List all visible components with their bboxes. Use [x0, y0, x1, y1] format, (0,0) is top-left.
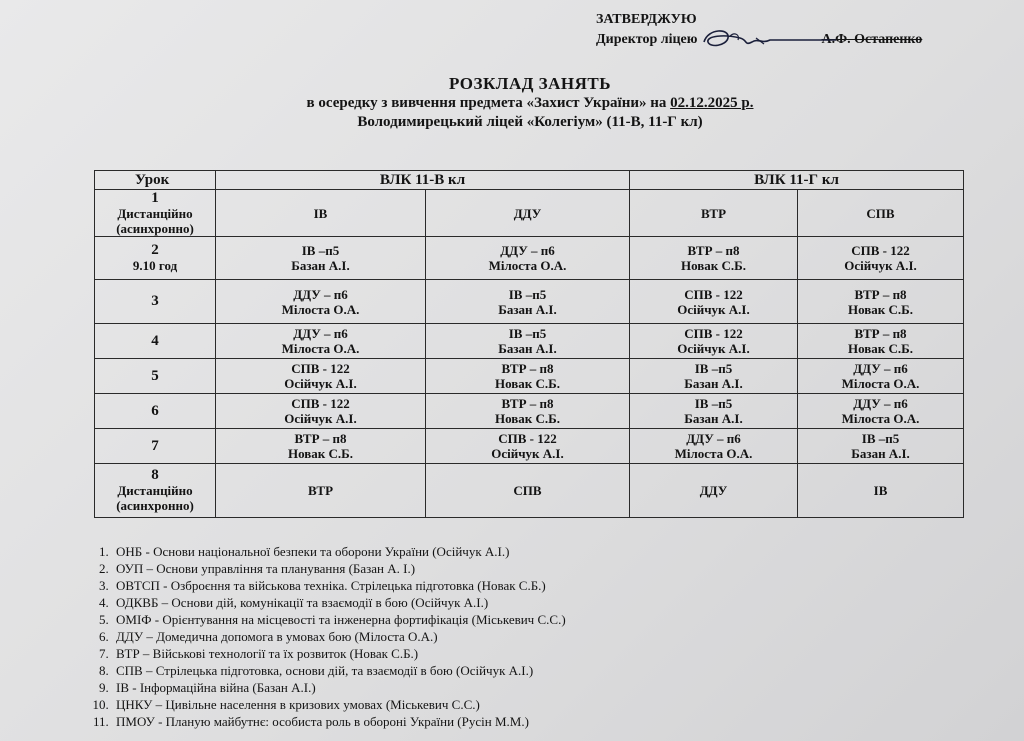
lesson-cell	[95, 324, 216, 359]
legend-abbr: СПВ	[116, 663, 143, 678]
legend-abbr: ОМІФ	[116, 612, 152, 627]
legend-item	[112, 662, 566, 679]
schedule-cell	[426, 359, 630, 394]
table-row	[95, 394, 964, 429]
legend-text: – Основи дій, комунікації та взаємодії в бою (Осійчук А.І.)	[158, 595, 489, 610]
teacher-name: Базан А.І.	[684, 411, 743, 426]
teacher-name: Базан А.І.	[684, 376, 743, 391]
schedule-cell	[798, 190, 964, 237]
subject-room: ДДУ – п6	[293, 286, 348, 302]
subject-room: ВТР – п8	[501, 361, 554, 376]
subject-room: ІВ	[873, 483, 888, 498]
approval-label: ЗАТВЕРДЖУЮ	[596, 12, 697, 27]
approval-position: Директор ліцею	[596, 32, 698, 47]
teacher-name: Мілоста О.А.	[281, 301, 360, 317]
legend-text: – Домедична допомога в умовах бою (Мілоста О.А.)	[143, 629, 438, 644]
group-b-header: ВЛК 11-Г кл	[630, 171, 964, 190]
subject-room: ВТР	[307, 483, 334, 498]
schedule-cell	[216, 464, 426, 518]
subject-room: ДДУ	[699, 483, 728, 498]
teacher-name: Новак С.Б.	[494, 411, 561, 426]
group-a-header: ВЛК 11-В кл	[216, 171, 630, 190]
schedule-cell	[630, 359, 798, 394]
subject-room: ВТР – п8	[687, 243, 740, 258]
schedule-cell	[798, 429, 964, 464]
lesson-cell	[95, 429, 216, 464]
schedule-cell	[426, 394, 630, 429]
teacher-name: Мілоста О.А.	[674, 446, 753, 461]
subject-room: ВТР	[700, 205, 727, 221]
subject-room: СПВ - 122	[684, 326, 743, 341]
legend-text: - Планую майбутнє: особиста роль в обороні України (Русін М.М.)	[154, 714, 529, 729]
teacher-name: Базан А.І.	[498, 341, 557, 356]
subject-room: ІВ –п5	[861, 431, 900, 446]
legend-abbr: ОВТСП	[116, 578, 160, 593]
legend-item	[112, 543, 566, 560]
legend-text: – Основи управління та планування (Базан А. І.)	[143, 561, 416, 576]
lesson-number: 8	[151, 467, 159, 483]
doc-title: РОЗКЛАД ЗАНЯТЬ	[448, 74, 612, 93]
subject-room: СПВ - 122	[291, 396, 350, 411]
schedule-date: 02.12.2025 р.	[670, 95, 754, 111]
subject-room: СПВ	[513, 483, 542, 498]
schedule-cell	[216, 190, 426, 237]
schedule-cell	[426, 464, 630, 518]
schedule-table	[94, 170, 964, 518]
teacher-name: Осійчук А.І.	[284, 411, 357, 426]
subtitle-text: в осередку з вивчення предмета «Захист України» на	[306, 95, 671, 111]
legend-abbr: ОУП	[116, 561, 144, 576]
schedule-cell	[426, 429, 630, 464]
schedule-body	[95, 190, 964, 518]
schedule-cell	[426, 237, 630, 280]
teacher-name: Мілоста О.А.	[841, 376, 920, 391]
teacher-name: Новак С.Б.	[287, 446, 354, 461]
abbreviation-legend	[86, 543, 566, 730]
teacher-name: Новак С.Б.	[494, 376, 561, 391]
schedule-cell	[426, 280, 630, 324]
subject-room: СПВ - 122	[291, 361, 350, 376]
subject-room: ДДУ – п6	[853, 396, 908, 411]
subject-room: ВТР – п8	[294, 431, 347, 446]
schedule-cell	[216, 237, 426, 280]
lesson-header: Урок	[95, 171, 216, 190]
table-row	[95, 429, 964, 464]
subject-room: СПВ	[866, 205, 895, 221]
schedule-cell	[216, 394, 426, 429]
lesson-cell	[95, 464, 216, 518]
lesson-cell	[95, 280, 216, 324]
subject-room: ДДУ – п6	[500, 243, 555, 258]
legend-abbr: ОДКВБ	[116, 595, 159, 610]
schedule-cell	[630, 324, 798, 359]
subject-room: ІВ –п5	[508, 286, 547, 302]
legend-abbr: ОНБ	[116, 544, 143, 559]
schedule-cell	[216, 359, 426, 394]
lesson-number: 3	[151, 293, 159, 309]
teacher-name: Осійчук А.І.	[491, 446, 564, 461]
teacher-name: Осійчук А.І.	[284, 376, 357, 391]
schedule-cell	[798, 394, 964, 429]
table-row	[95, 190, 964, 237]
doc-subtitle	[0, 95, 1024, 112]
table-row	[95, 359, 964, 394]
schedule-cell	[798, 280, 964, 324]
subject-room: ДДУ	[513, 205, 542, 221]
legend-item	[112, 577, 566, 594]
legend-item	[112, 560, 566, 577]
legend-item	[112, 594, 566, 611]
teacher-name: Базан А.І.	[851, 446, 910, 461]
lesson-number: 5	[151, 367, 159, 384]
legend-text: – Цивільне населення в кризових умовах (Міськевич С.С.)	[152, 697, 480, 712]
legend-text: - Орієнтування на місцевості та інженерна фортифікація (Міськевич С.С.)	[151, 612, 566, 627]
approval-signer: А.Ф. Остапенко	[821, 32, 923, 47]
subject-room: СПВ - 122	[684, 286, 743, 302]
schedule-cell	[216, 429, 426, 464]
schedule-cell	[798, 359, 964, 394]
schedule-cell	[630, 237, 798, 280]
legend-item	[112, 679, 566, 696]
legend-text: - Озброєння та військова техніка. Стрілецька підготовка (Новак С.Б.)	[159, 578, 546, 593]
school-name: Володимирецький ліцей «Колегіум» (11-В, 11-Г кл)	[357, 114, 703, 130]
teacher-name: Мілоста О.А.	[488, 258, 567, 273]
lesson-number: 4	[151, 332, 159, 349]
subject-room: ДДУ – п6	[293, 326, 348, 341]
schedule-cell	[426, 324, 630, 359]
lesson-number: 1	[151, 189, 159, 206]
schedule-cell	[630, 464, 798, 518]
subject-room: ДДУ – п6	[686, 431, 741, 446]
legend-item	[112, 611, 566, 628]
lesson-note: 9.10 год	[132, 258, 178, 273]
legend-text: – Стрілецька підготовка, основи дій, та взаємодії в бою (Осійчук А.І.)	[142, 663, 534, 678]
subject-room: ДДУ – п6	[853, 361, 908, 376]
lesson-note: Дистанційно	[117, 205, 193, 221]
teacher-name: Новак С.Б.	[847, 301, 914, 317]
teacher-name: Базан А.І.	[291, 258, 350, 273]
legend-text: - Інформаційна війна (Базан А.І.)	[129, 680, 316, 695]
lesson-note: (асинхронно)	[116, 498, 194, 513]
subject-room: ВТР – п8	[501, 396, 554, 411]
legend-text: - Основи національної безпеки та оборони України (Осійчук А.І.)	[142, 544, 510, 559]
subject-room: СПВ - 122	[498, 431, 557, 446]
legend-abbr: ПМОУ	[116, 714, 155, 729]
lesson-number: 2	[151, 242, 159, 258]
legend-item	[112, 645, 566, 662]
schedule-cell	[216, 324, 426, 359]
subject-room: ІВ –п5	[694, 396, 733, 411]
subject-room: ІВ –п5	[508, 326, 547, 341]
schedule-cell	[798, 464, 964, 518]
legend-text: – Військові технології та їх розвиток (Новак С.Б.)	[139, 646, 419, 661]
legend-abbr: ЦНКУ	[116, 697, 153, 712]
teacher-name: Мілоста О.А.	[841, 411, 920, 426]
schedule-cell	[630, 280, 798, 324]
lesson-number: 7	[151, 437, 159, 454]
signature-mark	[700, 24, 840, 54]
legend-abbr: ВТР	[116, 646, 140, 661]
teacher-name: Осійчук А.І.	[677, 301, 750, 317]
lesson-note: (асинхронно)	[116, 220, 194, 236]
lesson-note: Дистанційно	[117, 483, 193, 498]
schedule-cell	[630, 190, 798, 237]
teacher-name: Осійчук А.І.	[677, 341, 750, 356]
subject-room: СПВ - 122	[851, 243, 910, 258]
table-row	[95, 324, 964, 359]
teacher-name: Осійчук А.І.	[844, 258, 917, 273]
table-row	[95, 280, 964, 324]
subject-room: ІВ	[313, 205, 328, 221]
schedule-cell	[426, 190, 630, 237]
schedule-cell	[798, 324, 964, 359]
schedule-cell	[630, 429, 798, 464]
lesson-cell	[95, 394, 216, 429]
teacher-name: Базан А.І.	[498, 301, 557, 317]
schedule-cell	[798, 237, 964, 280]
teacher-name: Новак С.Б.	[847, 341, 914, 356]
legend-item	[112, 628, 566, 645]
lesson-cell	[95, 237, 216, 280]
legend-item	[112, 696, 566, 713]
legend-item	[112, 713, 566, 730]
legend-abbr: ІВ	[116, 680, 129, 695]
subject-room: ВТР – п8	[854, 286, 907, 302]
lesson-number: 6	[151, 402, 159, 419]
subject-room: ВТР – п8	[854, 326, 907, 341]
table-row	[95, 237, 964, 280]
subject-room: ІВ –п5	[694, 361, 733, 376]
schedule-cell	[216, 280, 426, 324]
teacher-name: Новак С.Б.	[680, 258, 747, 273]
subject-room: ІВ –п5	[301, 243, 340, 258]
legend-abbr: ДДУ	[116, 629, 144, 644]
schedule-cell	[630, 394, 798, 429]
table-row	[95, 464, 964, 518]
lesson-cell	[95, 359, 216, 394]
lesson-cell	[95, 190, 216, 237]
teacher-name: Мілоста О.А.	[281, 341, 360, 356]
table-header-row	[95, 171, 964, 190]
